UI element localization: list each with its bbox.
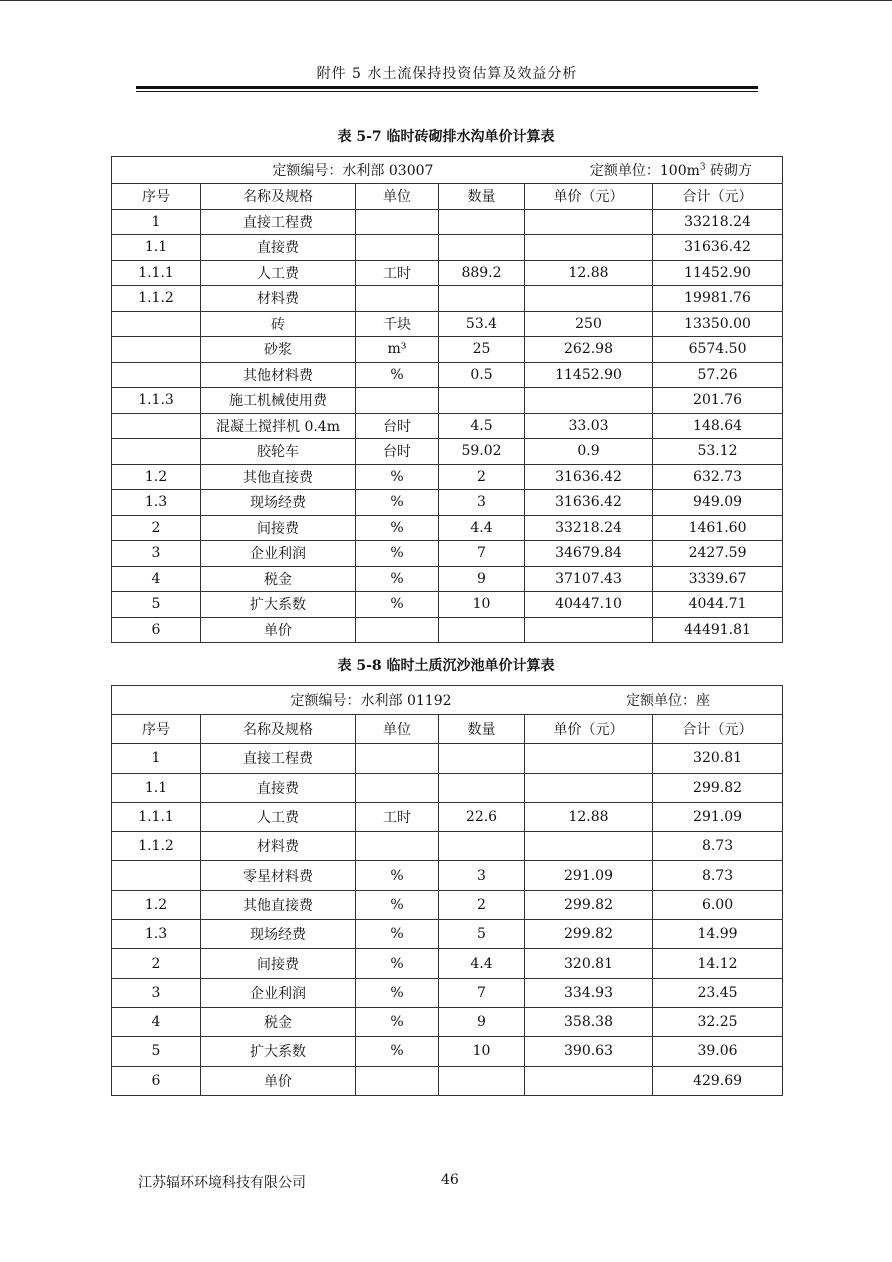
seq-cell: 1.1 (112, 773, 201, 802)
name-cell: 直接工程费 (201, 209, 356, 235)
price-cell (525, 744, 653, 773)
qty-cell: 10 (439, 1037, 525, 1066)
total-cell: 44491.81 (653, 617, 783, 643)
unit-cell: 工时 (356, 260, 439, 286)
price-cell: 11452.90 (525, 362, 653, 388)
total-cell: 19981.76 (653, 286, 783, 312)
total-cell: 31636.42 (653, 235, 783, 261)
qty-cell: 59.02 (439, 439, 525, 465)
seq-cell: 2 (112, 949, 201, 978)
column-header: 合计（元） (653, 715, 783, 744)
seq-cell: 6 (112, 1066, 201, 1095)
table-row (112, 311, 783, 337)
table-row (112, 1037, 783, 1066)
column-header: 数量 (439, 715, 525, 744)
unit-cell (356, 617, 439, 643)
seq-cell: 1 (112, 744, 201, 773)
name-cell: 材料费 (201, 286, 356, 312)
total-cell: 2427.59 (653, 541, 783, 567)
seq-cell: 1.1 (112, 235, 201, 261)
table-row (112, 1007, 783, 1036)
table-row (112, 920, 783, 949)
seq-cell: 1.3 (112, 920, 201, 949)
price-cell: 334.93 (525, 978, 653, 1007)
unit-cell: % (356, 978, 439, 1007)
quota-unit (590, 160, 752, 180)
seq-cell: 2 (112, 515, 201, 541)
table-row (112, 1066, 783, 1095)
table-row (112, 286, 783, 312)
name-cell: 企业利润 (201, 541, 356, 567)
seq-cell: 3 (112, 541, 201, 567)
total-cell: 429.69 (653, 1066, 783, 1095)
seq-cell: 1.1.3 (112, 388, 201, 414)
table-row (112, 890, 783, 919)
qty-cell (439, 1066, 525, 1095)
seq-cell (112, 861, 201, 890)
qty-cell: 4.4 (439, 949, 525, 978)
column-header: 单位 (356, 184, 439, 210)
seq-cell: 1.1.2 (112, 286, 201, 312)
seq-cell (112, 413, 201, 439)
quota-unit-text: 定额单位：座 (626, 693, 711, 709)
name-cell: 其他直接费 (201, 464, 356, 490)
quota-number: 定额编号：水利部 01192 (290, 693, 452, 709)
qty-cell (439, 773, 525, 802)
price-cell: 34679.84 (525, 541, 653, 567)
unit-cell (356, 1066, 439, 1095)
table-row (112, 337, 783, 363)
seq-cell: 1 (112, 209, 201, 235)
unit-cell: 台时 (356, 413, 439, 439)
quota-row (112, 157, 783, 184)
price-cell: 33.03 (525, 413, 653, 439)
price-cell (525, 209, 653, 235)
total-cell: 949.09 (653, 490, 783, 516)
table-row (112, 515, 783, 541)
qty-cell (439, 286, 525, 312)
table-row (112, 832, 783, 861)
top-border-line (0, 0, 892, 1)
seq-cell: 4 (112, 566, 201, 592)
price-cell: 358.38 (525, 1007, 653, 1036)
name-cell: 零星材料费 (201, 861, 356, 890)
qty-cell: 10 (439, 592, 525, 618)
total-cell: 6574.50 (653, 337, 783, 363)
header-row (112, 715, 783, 744)
unit-cell: 千块 (356, 311, 439, 337)
table-row (112, 978, 783, 1007)
seq-cell: 1.1.1 (112, 260, 201, 286)
price-cell (525, 1066, 653, 1095)
table-row (112, 235, 783, 261)
total-cell: 148.64 (653, 413, 783, 439)
name-cell: 砂浆 (201, 337, 356, 363)
qty-cell (439, 388, 525, 414)
unit-cell (356, 744, 439, 773)
qty-cell: 7 (439, 978, 525, 1007)
total-cell: 6.00 (653, 890, 783, 919)
qty-cell: 22.6 (439, 802, 525, 831)
total-cell: 39.06 (653, 1037, 783, 1066)
table-row (112, 388, 783, 414)
seq-cell: 1.3 (112, 490, 201, 516)
header-rule (136, 86, 758, 89)
price-cell: 320.81 (525, 949, 653, 978)
name-cell: 胶轮车 (201, 439, 356, 465)
table-row (112, 744, 783, 773)
unit-cell: % (356, 949, 439, 978)
unit-cell (356, 209, 439, 235)
column-header: 合计（元） (653, 184, 783, 210)
column-header: 数量 (439, 184, 525, 210)
unit-cell: % (356, 920, 439, 949)
unit-cell: 台时 (356, 439, 439, 465)
name-cell: 现场经费 (201, 490, 356, 516)
qty-cell: 2 (439, 890, 525, 919)
table-row (112, 566, 783, 592)
quota-row (112, 686, 783, 715)
price-cell: 40447.10 (525, 592, 653, 618)
qty-cell: 9 (439, 1007, 525, 1036)
unit-price-table-5-7 (111, 156, 783, 643)
price-cell: 37107.43 (525, 566, 653, 592)
name-cell: 人工费 (201, 802, 356, 831)
page-header: 附件 5 水土流保持投资估算及效益分析 (316, 66, 578, 82)
qty-cell: 3 (439, 490, 525, 516)
table-row (112, 439, 783, 465)
name-cell: 现场经费 (201, 920, 356, 949)
seq-cell: 5 (112, 1037, 201, 1066)
qty-cell: 4.4 (439, 515, 525, 541)
total-cell: 53.12 (653, 439, 783, 465)
total-cell: 23.45 (653, 978, 783, 1007)
column-header: 名称及规格 (201, 184, 356, 210)
table-row (112, 802, 783, 831)
name-cell: 直接费 (201, 235, 356, 261)
unit-cell: % (356, 362, 439, 388)
unit-cell: % (356, 592, 439, 618)
unit-cell: % (356, 515, 439, 541)
name-cell: 混凝土搅拌机 0.4m (201, 413, 356, 439)
seq-cell (112, 337, 201, 363)
unit-cell: % (356, 1007, 439, 1036)
name-cell: 直接费 (201, 773, 356, 802)
table-row (112, 861, 783, 890)
name-cell: 间接费 (201, 515, 356, 541)
price-cell: 291.09 (525, 861, 653, 890)
seq-cell: 5 (112, 592, 201, 618)
total-cell: 3339.67 (653, 566, 783, 592)
price-cell: 0.9 (525, 439, 653, 465)
qty-cell: 9 (439, 566, 525, 592)
column-header: 单价（元） (525, 184, 653, 210)
name-cell: 扩大系数 (201, 1037, 356, 1066)
column-header: 名称及规格 (201, 715, 356, 744)
table-caption-5-7: 表 5-7 临时砖砌排水沟单价计算表 (337, 129, 555, 145)
quota-unit-suffix: 砖砌方 (705, 163, 753, 179)
price-cell: 33218.24 (525, 515, 653, 541)
name-cell: 税金 (201, 1007, 356, 1036)
quota-unit (626, 690, 710, 710)
header-row (112, 184, 783, 210)
total-cell: 291.09 (653, 802, 783, 831)
qty-cell (439, 744, 525, 773)
unit-cell: 工时 (356, 802, 439, 831)
unit-price-table-5-8 (111, 685, 783, 1096)
total-cell: 299.82 (653, 773, 783, 802)
total-cell: 1461.60 (653, 515, 783, 541)
table-row (112, 260, 783, 286)
unit-cell (356, 286, 439, 312)
unit-cell: % (356, 566, 439, 592)
qty-cell: 53.4 (439, 311, 525, 337)
column-header: 单价（元） (525, 715, 653, 744)
price-cell (525, 832, 653, 861)
total-cell: 57.26 (653, 362, 783, 388)
seq-cell: 1.1.1 (112, 802, 201, 831)
table-row (112, 209, 783, 235)
table-row (112, 413, 783, 439)
name-cell: 单价 (201, 1066, 356, 1095)
column-header: 单位 (356, 715, 439, 744)
column-header: 序号 (112, 184, 201, 210)
quota-unit-text: 定额单位：100m (589, 163, 700, 179)
seq-cell: 1.2 (112, 464, 201, 490)
quota-cell (112, 686, 783, 715)
seq-cell: 3 (112, 978, 201, 1007)
table-row (112, 949, 783, 978)
qty-cell (439, 235, 525, 261)
table-row (112, 362, 783, 388)
footer-company: 江苏辐环环境科技有限公司 (138, 1175, 306, 1191)
name-cell: 人工费 (201, 260, 356, 286)
unit-cell: % (356, 490, 439, 516)
qty-cell (439, 617, 525, 643)
unit-cell: % (356, 464, 439, 490)
seq-cell: 6 (112, 617, 201, 643)
qty-cell: 0.5 (439, 362, 525, 388)
total-cell: 8.73 (653, 832, 783, 861)
name-cell: 单价 (201, 617, 356, 643)
unit-cell (356, 832, 439, 861)
seq-cell (112, 311, 201, 337)
total-cell: 632.73 (653, 464, 783, 490)
table-row (112, 592, 783, 618)
header-rule-thin (136, 91, 758, 92)
table-row (112, 490, 783, 516)
table-row (112, 541, 783, 567)
total-cell: 320.81 (653, 744, 783, 773)
table-row (112, 464, 783, 490)
total-cell: 4044.71 (653, 592, 783, 618)
quota-cell (112, 157, 783, 184)
quota-unit-sup: 3 (699, 162, 706, 173)
page-number: 46 (441, 1172, 459, 1188)
total-cell: 14.99 (653, 920, 783, 949)
qty-cell: 7 (439, 541, 525, 567)
price-cell: 31636.42 (525, 464, 653, 490)
name-cell: 税金 (201, 566, 356, 592)
price-cell (525, 235, 653, 261)
column-header: 序号 (112, 715, 201, 744)
price-cell: 250 (525, 311, 653, 337)
qty-cell: 4.5 (439, 413, 525, 439)
price-cell (525, 617, 653, 643)
unit-cell (356, 235, 439, 261)
price-cell (525, 286, 653, 312)
name-cell: 材料费 (201, 832, 356, 861)
price-cell: 31636.42 (525, 490, 653, 516)
unit-cell: % (356, 541, 439, 567)
name-cell: 施工机械使用费 (201, 388, 356, 414)
unit-cell (356, 388, 439, 414)
seq-cell: 1.2 (112, 890, 201, 919)
price-cell: 390.63 (525, 1037, 653, 1066)
name-cell: 砖 (201, 311, 356, 337)
quota-number: 定额编号：水利部 03007 (272, 163, 434, 179)
total-cell: 8.73 (653, 861, 783, 890)
name-cell: 扩大系数 (201, 592, 356, 618)
unit-cell: % (356, 890, 439, 919)
total-cell: 14.12 (653, 949, 783, 978)
price-cell: 299.82 (525, 890, 653, 919)
total-cell: 13350.00 (653, 311, 783, 337)
seq-cell: 1.1.2 (112, 832, 201, 861)
total-cell: 33218.24 (653, 209, 783, 235)
name-cell: 直接工程费 (201, 744, 356, 773)
qty-cell: 889.2 (439, 260, 525, 286)
table-row (112, 773, 783, 802)
qty-cell: 2 (439, 464, 525, 490)
seq-cell (112, 362, 201, 388)
total-cell: 32.25 (653, 1007, 783, 1036)
table-caption-5-8: 表 5-8 临时土质沉沙池单价计算表 (337, 658, 555, 674)
unit-cell: % (356, 1037, 439, 1066)
price-cell: 262.98 (525, 337, 653, 363)
name-cell: 间接费 (201, 949, 356, 978)
name-cell: 其他材料费 (201, 362, 356, 388)
qty-cell: 3 (439, 861, 525, 890)
total-cell: 11452.90 (653, 260, 783, 286)
unit-cell (356, 773, 439, 802)
name-cell: 企业利润 (201, 978, 356, 1007)
price-cell: 299.82 (525, 920, 653, 949)
qty-cell (439, 209, 525, 235)
price-cell: 12.88 (525, 802, 653, 831)
price-cell: 12.88 (525, 260, 653, 286)
price-cell (525, 388, 653, 414)
qty-cell: 5 (439, 920, 525, 949)
table-row (112, 617, 783, 643)
unit-cell: m³ (356, 337, 439, 363)
unit-cell: % (356, 861, 439, 890)
seq-cell: 4 (112, 1007, 201, 1036)
seq-cell (112, 439, 201, 465)
qty-cell (439, 832, 525, 861)
price-cell (525, 773, 653, 802)
total-cell: 201.76 (653, 388, 783, 414)
name-cell: 其他直接费 (201, 890, 356, 919)
qty-cell: 25 (439, 337, 525, 363)
